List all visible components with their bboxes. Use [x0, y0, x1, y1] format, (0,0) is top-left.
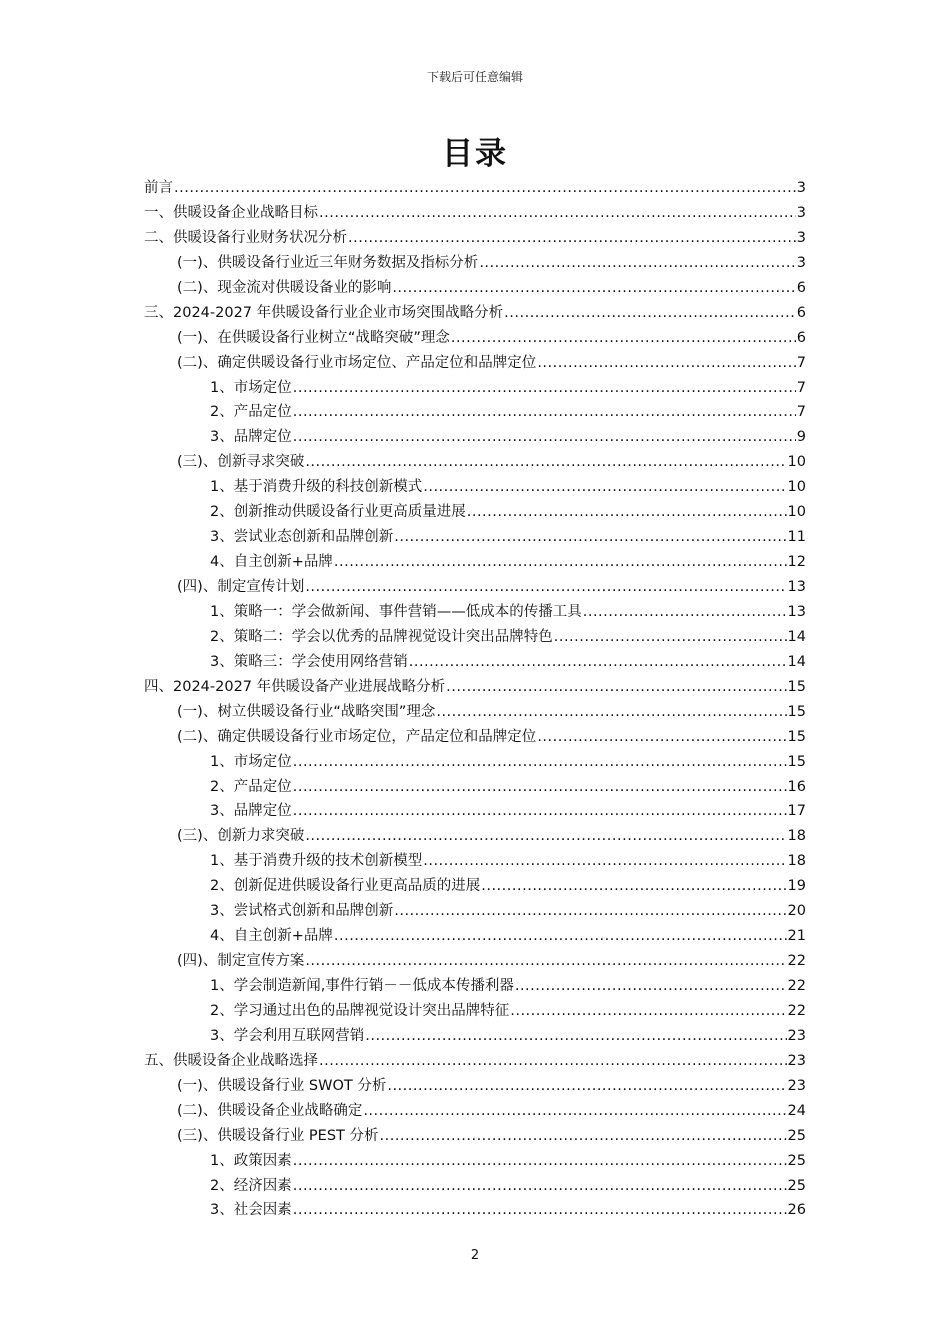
toc-entry[interactable] — [144, 700, 806, 725]
toc-entry[interactable] — [144, 176, 806, 201]
toc-entry-page: 3 — [796, 254, 806, 271]
toc-entry[interactable] — [144, 351, 806, 376]
toc-entry-text: 3、社会因素 — [210, 1202, 292, 1219]
toc-entry-page: 25 — [787, 1127, 806, 1144]
toc-entry-page: 9 — [796, 429, 806, 446]
toc-leader-dots — [293, 750, 787, 775]
toc-leader-dots — [305, 824, 786, 849]
toc-entry-text: 五、供暖设备企业战略选择 — [144, 1052, 318, 1069]
toc-entry-page: 15 — [787, 703, 806, 720]
toc-leader-dots — [319, 201, 796, 226]
toc-leader-dots — [348, 226, 796, 251]
toc-entry[interactable] — [144, 301, 806, 326]
toc-entry-text: (一)、供暖设备行业 SWOT 分析 — [177, 1077, 387, 1094]
table-of-contents — [144, 176, 806, 1223]
toc-entry-text: 2、创新促进供暖设备行业更高品质的进展 — [210, 878, 481, 895]
toc-entry-text: 一、供暖设备企业战略目标 — [144, 204, 318, 221]
toc-entry-page: 15 — [787, 728, 806, 745]
toc-entry-page: 20 — [787, 903, 806, 920]
toc-entry-text: 3、尝试格式创新和品牌创新 — [210, 903, 394, 920]
toc-entry-page: 3 — [796, 204, 806, 221]
toc-entry-text: 3、尝试业态创新和品牌创新 — [210, 529, 394, 546]
toc-entry-page: 3 — [796, 180, 806, 196]
toc-entry[interactable] — [144, 1024, 806, 1049]
toc-entry-text: 2、产品定位 — [210, 404, 292, 421]
toc-entry[interactable] — [144, 226, 806, 251]
toc-entry-page: 13 — [787, 603, 806, 620]
toc-entry-page: 18 — [787, 853, 806, 870]
toc-entry-page: 22 — [787, 978, 806, 994]
toc-entry-text: (一)、供暖设备行业近三年财务数据及指标分析 — [177, 254, 479, 271]
toc-entry[interactable] — [144, 500, 806, 525]
toc-entry[interactable] — [144, 725, 806, 750]
toc-leader-dots — [174, 176, 796, 201]
toc-entry-page: 14 — [787, 628, 806, 645]
toc-entry-text: 3、品牌定位 — [210, 429, 292, 446]
toc-leader-dots — [293, 1198, 787, 1223]
toc-entry-page: 18 — [787, 828, 806, 845]
toc-entry-page: 3 — [796, 229, 806, 246]
toc-entry[interactable] — [144, 949, 806, 974]
toc-entry[interactable] — [144, 376, 806, 401]
toc-entry-text: 三、2024-2027 年供暖设备行业企业市场突围战略分析 — [144, 304, 504, 321]
toc-leader-dots — [305, 949, 786, 974]
toc-leader-dots — [394, 525, 786, 550]
toc-leader-dots — [392, 276, 795, 301]
toc-entry-page: 23 — [787, 1077, 806, 1094]
toc-entry-page: 7 — [796, 379, 806, 396]
toc-entry-page: 23 — [787, 1052, 806, 1069]
toc-entry[interactable] — [144, 750, 806, 775]
toc-entry[interactable] — [144, 450, 806, 475]
toc-entry-text: (三)、创新寻求突破 — [177, 454, 305, 471]
toc-leader-dots — [293, 1149, 787, 1174]
toc-leader-dots — [293, 400, 796, 425]
toc-entry[interactable] — [144, 525, 806, 550]
toc-entry-text: 1、基于消费升级的技术创新模型 — [210, 853, 423, 870]
toc-leader-dots — [409, 650, 787, 675]
toc-entry-text: 2、经济因素 — [210, 1177, 292, 1194]
toc-entry[interactable] — [144, 899, 806, 924]
toc-entry-page: 6 — [796, 329, 806, 346]
toc-entry[interactable] — [144, 600, 806, 625]
toc-entry-text: 2、学习通过出色的品牌视觉设计突出品牌特征 — [210, 1002, 510, 1019]
toc-entry[interactable] — [144, 924, 806, 949]
toc-entry[interactable] — [144, 650, 806, 675]
toc-entry-page: 12 — [787, 554, 806, 571]
toc-leader-dots — [481, 874, 786, 899]
toc-entry[interactable] — [144, 425, 806, 450]
toc-entry-page: 26 — [787, 1202, 806, 1219]
toc-entry[interactable] — [144, 625, 806, 650]
toc-leader-dots — [380, 1124, 787, 1149]
toc-leader-dots — [446, 675, 786, 700]
toc-entry[interactable] — [144, 475, 806, 500]
toc-entry-text: 2、创新推动供暖设备行业更高质量进展 — [210, 504, 466, 521]
toc-entry[interactable] — [144, 974, 806, 999]
toc-leader-dots — [423, 849, 786, 874]
toc-entry-page: 16 — [787, 778, 806, 795]
toc-entry-page: 21 — [787, 928, 806, 945]
toc-leader-dots — [305, 575, 786, 600]
toc-leader-dots — [436, 700, 786, 725]
toc-entry-text: 1、学会制造新闻,事件行销－－低成本传播利器 — [210, 978, 514, 994]
toc-entry-text: 1、市场定位 — [210, 379, 292, 396]
toc-entry-page: 25 — [787, 1177, 806, 1194]
toc-leader-dots — [537, 351, 795, 376]
toc-entry-text: (二)、供暖设备企业战略确定 — [177, 1102, 363, 1119]
toc-entry[interactable] — [144, 999, 806, 1024]
toc-leader-dots — [394, 899, 786, 924]
toc-entry-text: (一)、在供暖设备行业树立“战略突破”理念 — [177, 329, 450, 346]
toc-leader-dots — [554, 625, 787, 650]
toc-entry-text: 1、策略一：学会做新闻、事件营销——低成本的传播工具 — [210, 603, 582, 620]
toc-entry-page: 22 — [787, 953, 806, 970]
toc-entry-text: (三)、供暖设备行业 PEST 分析 — [177, 1127, 379, 1144]
toc-leader-dots — [293, 376, 796, 401]
toc-entry-text: 1、政策因素 — [210, 1152, 292, 1169]
toc-entry-page: 10 — [787, 479, 806, 496]
toc-leader-dots — [293, 1174, 787, 1199]
toc-leader-dots — [334, 550, 787, 575]
toc-entry-text: 4、自主创新+品牌 — [210, 928, 333, 945]
toc-entry-page: 23 — [787, 1027, 806, 1044]
toc-entry-text: 前言 — [144, 180, 173, 196]
toc-entry[interactable] — [144, 1049, 806, 1074]
toc-entry-page: 13 — [787, 579, 806, 595]
toc-entry-text: (三)、创新力求突破 — [177, 828, 305, 845]
toc-entry[interactable] — [144, 775, 806, 800]
toc-leader-dots — [451, 326, 796, 351]
toc-entry-page: 22 — [787, 1002, 806, 1019]
toc-entry[interactable] — [144, 1174, 806, 1199]
toc-entry-text: 1、市场定位 — [210, 753, 292, 770]
toc-entry-page: 7 — [796, 404, 806, 421]
toc-entry[interactable] — [144, 251, 806, 276]
toc-entry-text: 3、品牌定位 — [210, 803, 292, 820]
toc-entry[interactable] — [144, 824, 806, 849]
toc-leader-dots — [319, 1049, 787, 1074]
toc-entry-text: 2、策略二：学会以优秀的品牌视觉设计突出品牌特色 — [210, 628, 553, 645]
toc-entry-text: 四、2024-2027 年供暖设备产业进展战略分析 — [144, 678, 446, 695]
toc-entry-text: (四)、制定宣传方案 — [177, 953, 305, 970]
toc-entry[interactable] — [144, 799, 806, 824]
toc-leader-dots — [293, 425, 796, 450]
toc-entry-text: 2、产品定位 — [210, 778, 292, 795]
toc-title: 目录 — [442, 136, 508, 172]
toc-leader-dots — [293, 799, 787, 824]
toc-entry[interactable] — [144, 1149, 806, 1174]
toc-entry-page: 10 — [787, 454, 806, 471]
toc-entry[interactable] — [144, 575, 806, 600]
toc-leader-dots — [467, 500, 787, 525]
toc-leader-dots — [504, 301, 796, 326]
toc-leader-dots — [537, 725, 786, 750]
toc-leader-dots — [423, 475, 786, 500]
toc-entry-text: 1、基于消费升级的科技创新模式 — [210, 479, 423, 496]
toc-leader-dots — [305, 450, 786, 475]
toc-leader-dots — [515, 974, 787, 999]
toc-entry[interactable] — [144, 201, 806, 226]
toc-entry[interactable] — [144, 874, 806, 899]
toc-entry-text: (二)、确定供暖设备行业市场定位、产品定位和品牌定位 — [177, 354, 537, 371]
toc-entry-page: 24 — [787, 1102, 806, 1119]
toc-entry-text: (一)、树立供暖设备行业“战略突围”理念 — [177, 703, 436, 720]
toc-entry[interactable] — [144, 849, 806, 874]
toc-entry-page: 11 — [787, 529, 806, 546]
toc-entry-page: 6 — [796, 279, 806, 296]
toc-entry-page: 15 — [787, 753, 806, 770]
page-number: 2 — [470, 1248, 480, 1263]
toc-entry-text: (二)、现金流对供暖设备业的影响 — [177, 279, 392, 296]
toc-entry-page: 19 — [787, 878, 806, 895]
toc-leader-dots — [479, 251, 795, 276]
toc-entry-text: 3、策略三：学会使用网络营销 — [210, 653, 408, 670]
toc-entry-page: 25 — [787, 1152, 806, 1169]
toc-entry[interactable] — [144, 1198, 806, 1223]
toc-leader-dots — [363, 1099, 786, 1124]
toc-entry[interactable] — [144, 1124, 806, 1149]
toc-entry[interactable] — [144, 1099, 806, 1124]
toc-entry-text: 3、学会利用互联网营销 — [210, 1027, 365, 1044]
toc-entry[interactable] — [144, 550, 806, 575]
toc-entry-page: 7 — [796, 354, 806, 371]
toc-leader-dots — [293, 775, 787, 800]
toc-entry[interactable] — [144, 276, 806, 301]
toc-entry-page: 6 — [796, 304, 806, 321]
toc-entry-page: 10 — [787, 504, 806, 521]
toc-entry-text: 4、自主创新+品牌 — [210, 554, 333, 571]
toc-entry-page: 14 — [787, 653, 806, 670]
toc-entry[interactable] — [144, 400, 806, 425]
toc-entry[interactable] — [144, 1074, 806, 1099]
header-note: 下载后可任意编辑 — [426, 70, 523, 84]
toc-entry-text: (二)、确定供暖设备行业市场定位，产品定位和品牌定位 — [177, 728, 537, 745]
toc-entry-text: 二、供暖设备行业财务状况分析 — [144, 229, 347, 246]
toc-entry-text: (四)、制定宣传计划 — [177, 579, 305, 595]
toc-entry-page: 17 — [787, 803, 806, 820]
toc-leader-dots — [387, 1074, 786, 1099]
toc-leader-dots — [510, 999, 786, 1024]
toc-leader-dots — [583, 600, 787, 625]
toc-leader-dots — [334, 924, 787, 949]
toc-leader-dots — [365, 1024, 786, 1049]
toc-entry[interactable] — [144, 675, 806, 700]
toc-entry[interactable] — [144, 326, 806, 351]
toc-entry-page: 15 — [787, 678, 806, 695]
